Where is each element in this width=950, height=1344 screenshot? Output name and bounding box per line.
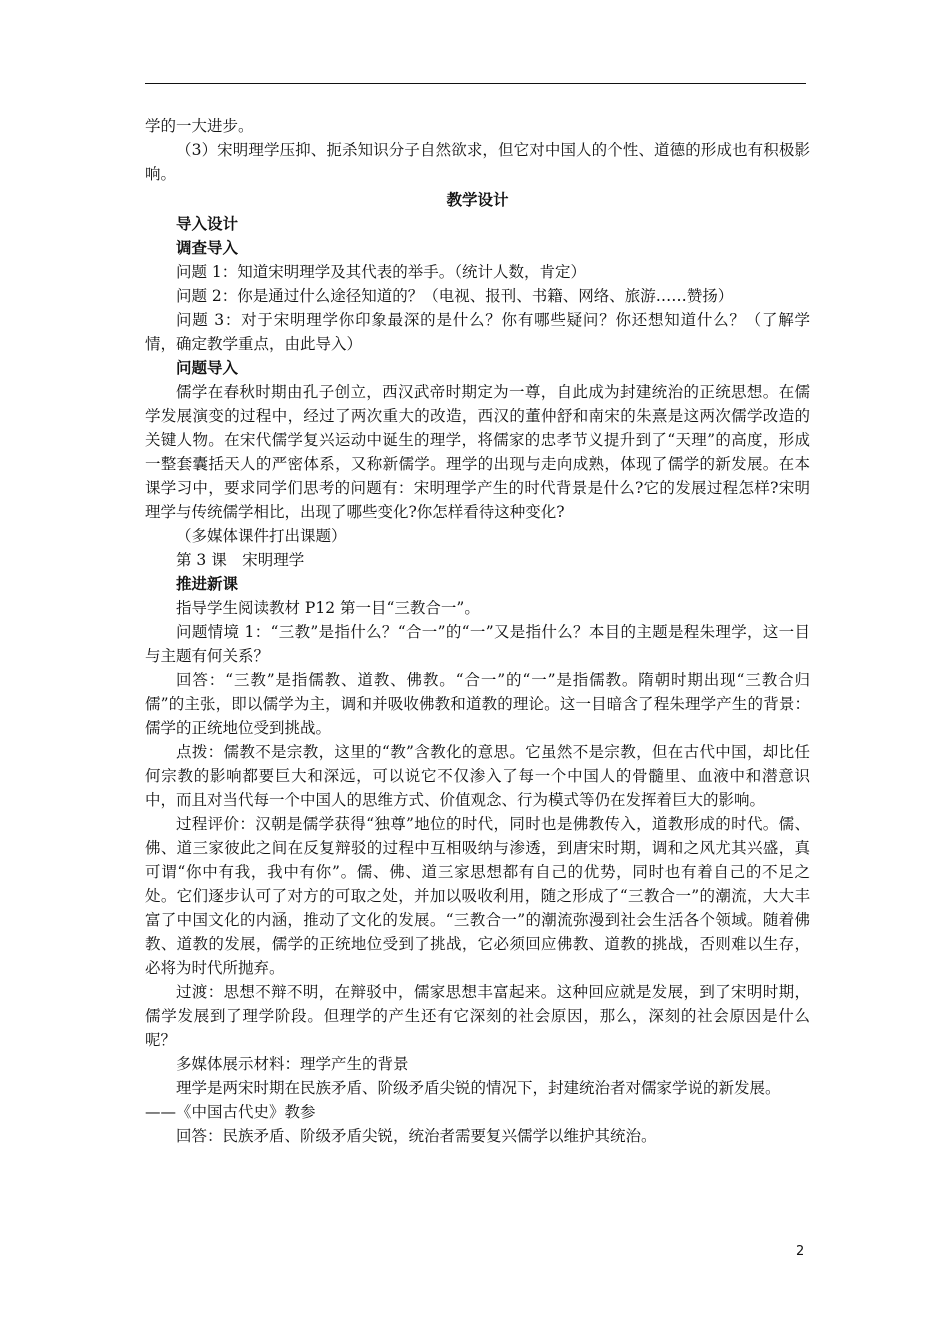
document-body [145,114,810,1148]
paragraph: 过程评价：汉朝是儒学获得“独尊”地位的时代，同时也是佛教传入，道教形成的时代。儒、佛、道三家彼此之间在反复辩驳的过程中互相吸纳与渗透，到唐宋时期，调和之风尤其兴盛，真可谓“你中有我，我中有你”。儒、佛、道三家思想都有自己的优势，同时也有着自己的不足之处。它们逐步认可了对方的可取之处，并加以吸收利用，随之形成了“三教合一”的潮流，大大丰富了中国文化的内涵，推动了文化的发展。“三教合一”的潮流弥漫到社会生活各个领域。随着佛教、道教的发展，儒学的正统地位受到了挑战，它必须回应佛教、道教的挑战，否则难以生存，必将为时代所抛弃。 [145,815,810,977]
paragraph: 回答：民族矛盾、阶级矛盾尖锐，统治者需要复兴儒学以维护其统治。 [176,1127,657,1145]
source-citation: ——《中国古代史》教参 [145,1103,316,1121]
lesson-title: 第 3 课 宋明理学 [176,551,305,569]
page-number: 2 [796,1244,805,1259]
paragraph: 点拨：儒教不是宗教，这里的“教”含教化的意思。它虽然不是宗教，但在古代中国，却比任何宗教的影响都要巨大和深远，可以说它不仅渗入了每一个中国人的骨髓里、血液中和潜意识中，而且对当代每一个中国人的思维方式、价值观念、行为模式等仍在发挥着巨大的影响。 [145,743,810,809]
subheading: 推进新课 [176,574,239,593]
paragraph: （3）宋明理学压抑、扼杀知识分子自然欲求，但它对中国人的个性、道德的形成也有积极影响。 [145,141,810,183]
paragraph: 多媒体展示材料：理学产生的背景 [176,1055,409,1073]
paragraph: 指导学生阅读教材 P12 第一目“三教合一”。 [176,599,480,617]
paragraph: 问题 2：你是通过什么途径知道的？（电视、报刊、书籍、网络、旅游……赞扬） [176,287,734,305]
paragraph: 问题情境 1：“三教”是指什么？“合一”的“一”又是指什么？本目的主题是程朱理学，这一目与主题有何关系？ [145,623,810,665]
paragraph: 问题 3：对于宋明理学你印象最深的是什么？你有哪些疑问？你还想知道什么？（了解学情，确定教学重点，由此导入） [145,311,810,353]
paragraph: 学的一大进步。 [145,117,254,135]
section-title: 教学设计 [446,190,509,209]
paragraph: 回答：“三教”是指儒教、道教、佛教。“合一”的“一”是指儒教。隋朝时期出现“三教合归儒”的主张，即以儒学为主，调和并吸收佛教和道教的理论。这一目暗含了程朱理学产生的背景：儒学的正统地位受到挑战。 [145,671,810,737]
paragraph: 过渡：思想不辩不明，在辩驳中，儒家思想丰富起来。这种回应就是发展，到了宋明时期，儒学发展到了理学阶段。但理学的产生还有它深刻的社会原因，那么，深刻的社会原因是什么呢？ [145,983,810,1049]
subheading: 调查导入 [176,238,239,257]
subheading: 问题导入 [176,358,239,377]
paragraph: （多媒体课件打出课题） [176,527,347,545]
paragraph: 理学是两宋时期在民族矛盾、阶级矛盾尖锐的情况下，封建统治者对儒家学说的新发展。 [176,1079,781,1097]
paragraph: 儒学在春秋时期由孔子创立，西汉武帝时期定为一尊，自此成为封建统治的正统思想。在儒学发展演变的过程中，经过了两次重大的改造，西汉的董仲舒和南宋的朱熹是这两次儒学改造的关键人物。在宋代儒学复兴运动中诞生的理学，将儒家的忠孝节义提升到了“天理”的高度，形成一整套囊括天人的严密体系，又称新儒学。理学的出现与走向成熟，体现了儒学的新发展。在本课学习中，要求同学们思考的问题有：宋明理学产生的时代背景是什么?它的发展过程怎样?宋明理学与传统儒学相比，出现了哪些变化?你怎样看待这种变化? [145,383,810,521]
paragraph: 问题 1：知道宋明理学及其代表的举手。（统计人数，肯定） [176,263,587,281]
subheading: 导入设计 [176,214,239,233]
header-rule [145,83,806,84]
